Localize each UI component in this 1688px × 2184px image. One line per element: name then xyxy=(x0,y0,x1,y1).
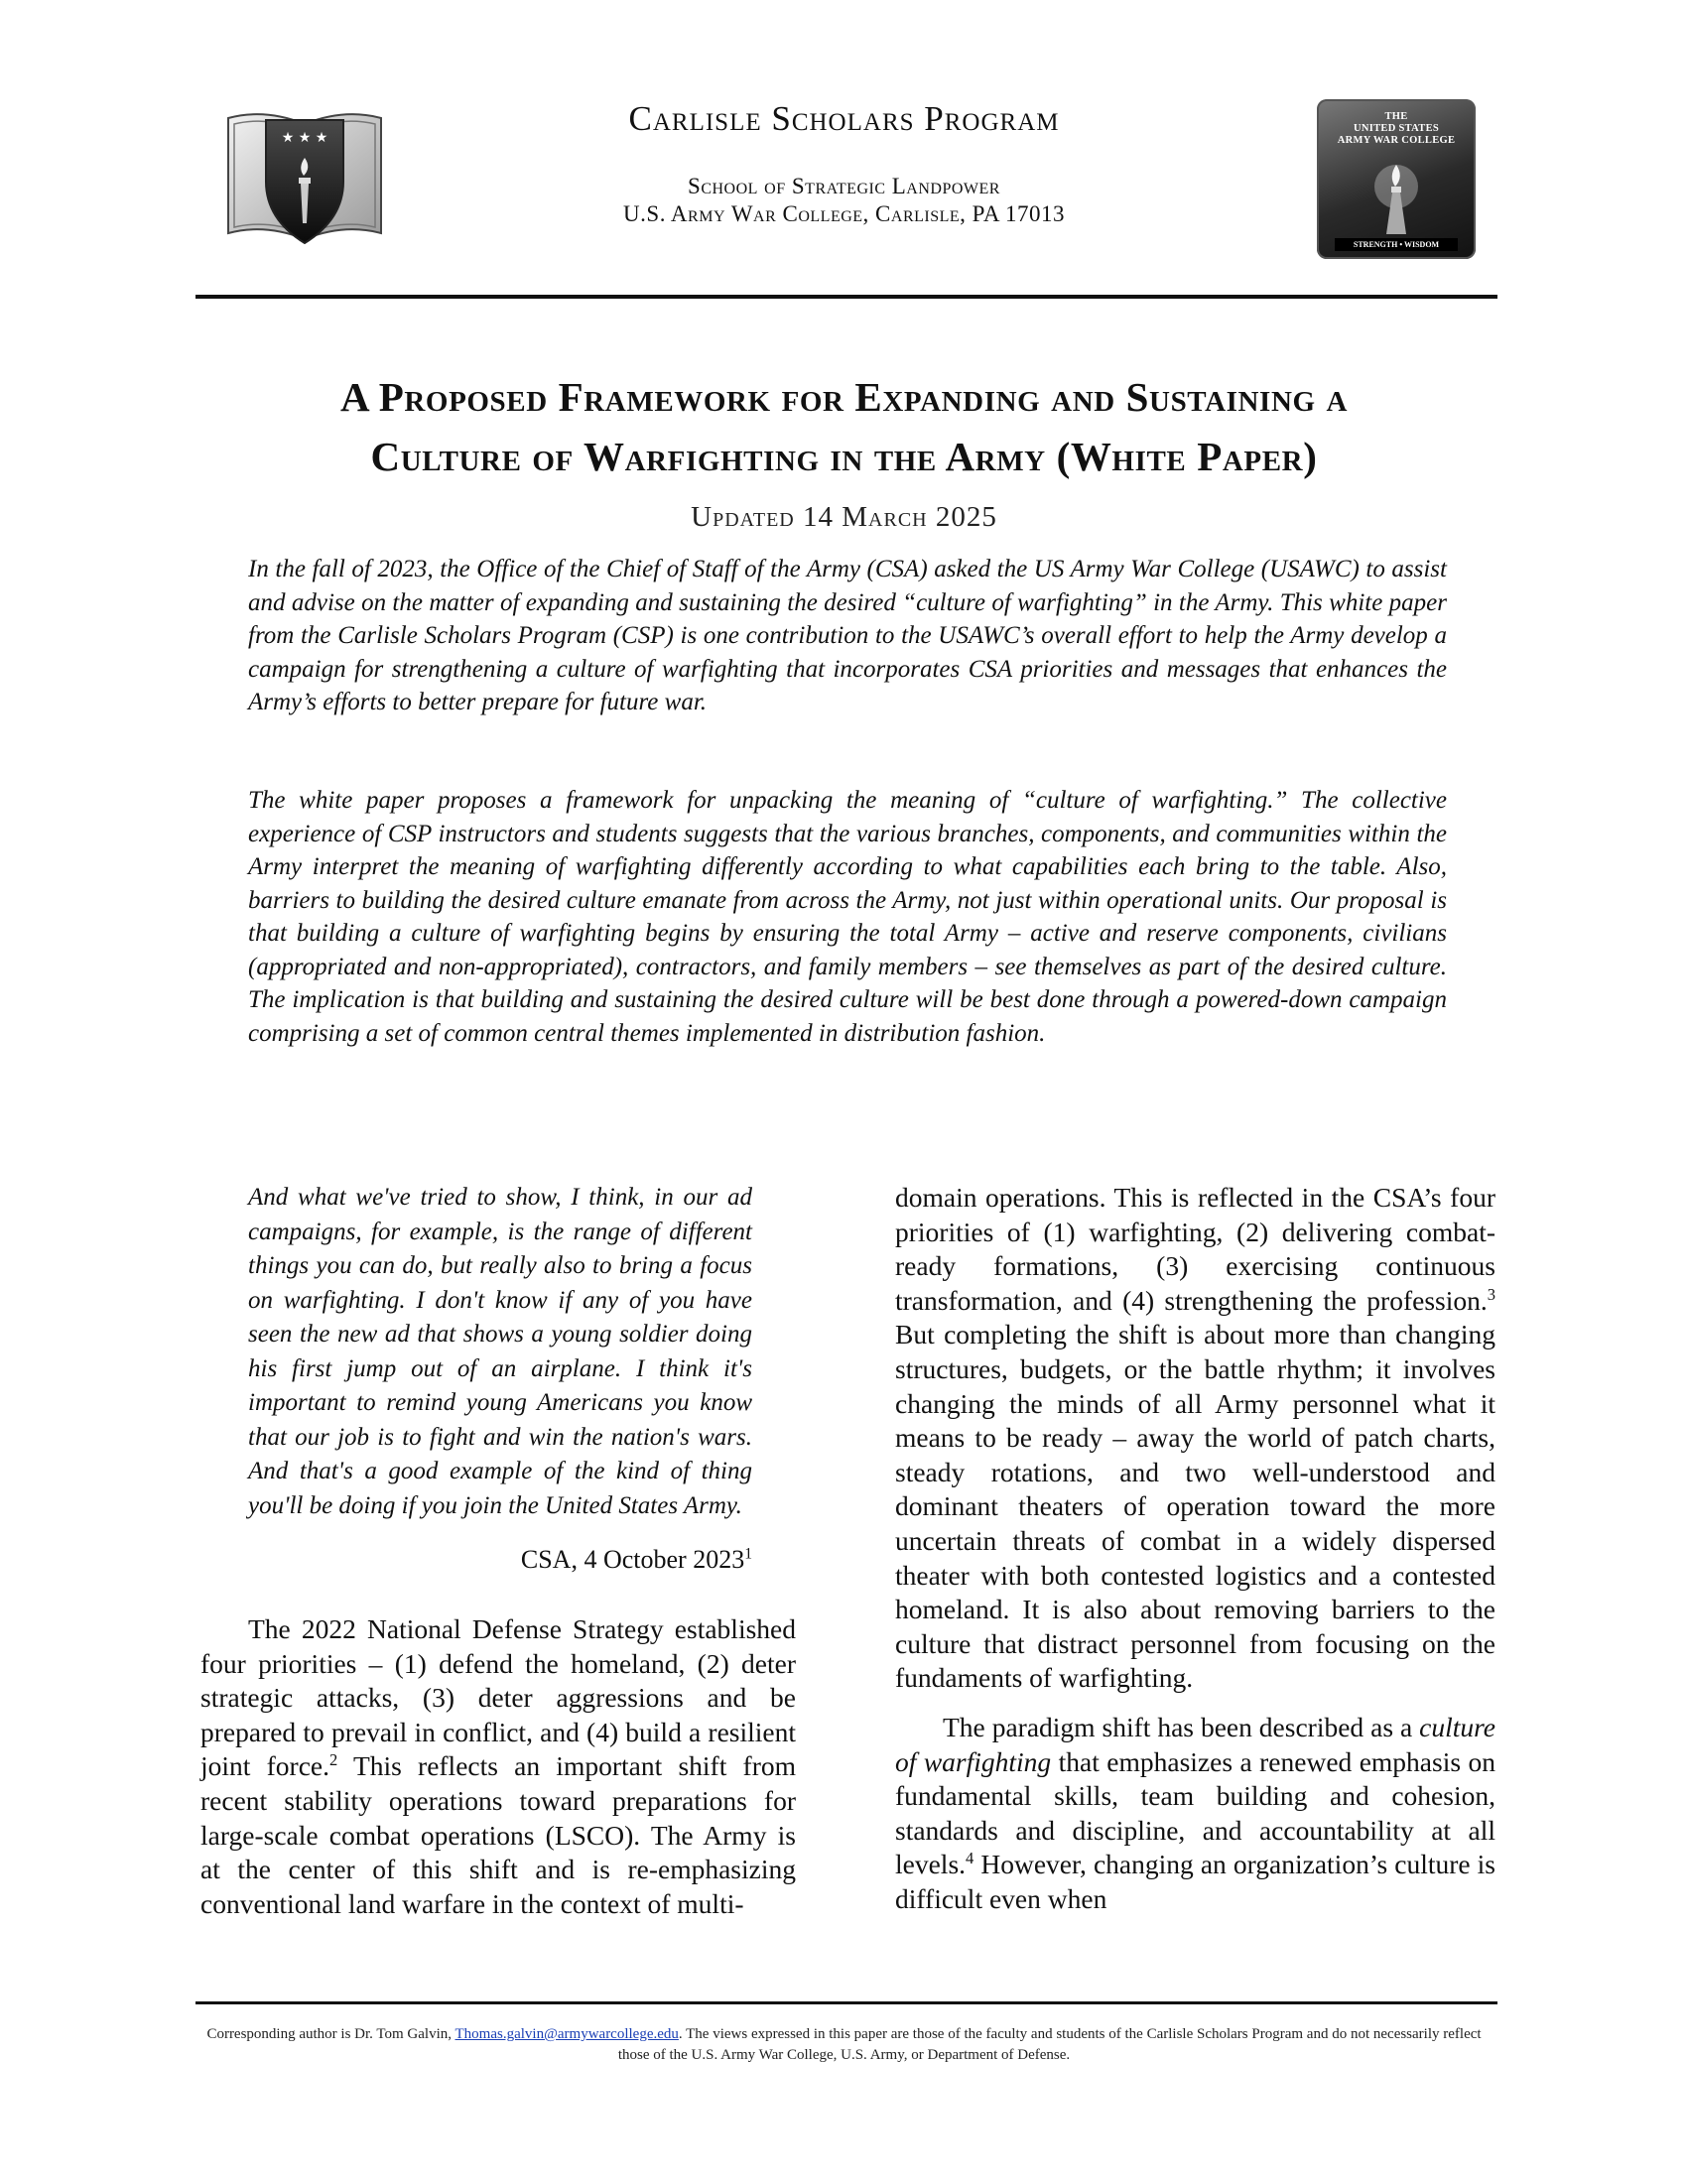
body-paragraph: The paradigm shift has been described as a culture of warfighting that emphasizes a renewed emphasis on fundamental skills, team building and cohesion, standards and discipline, and accountability at all levels.$^4$ However, changing an organization’s culture is difficult even when xyxy=(895,1711,1495,1914)
footnote-ref-4[interactable]: 4 xyxy=(966,1849,974,1868)
updated-date: Updated 14 March 2025 xyxy=(691,501,997,533)
footnote-ref-1[interactable]: 1 xyxy=(744,1545,752,1563)
abstract-paragraph-1: In the fall of 2023, the Office of the Chief of Staff of the Army (CSA) asked the US Army War College (USAWC) to assist and advise on the matter of expanding and sustaining the desired “culture of warfighting” in the Army. This white paper from the Carlisle Scholars Program (CSP) is one contribution to the USAWC’s overall effort to help the Army develop a campaign for strengthening a culture of warfighting that incorporates CSA priorities and messages that enhances the Army’s efforts to better prepare for future war. xyxy=(248,556,1447,715)
quote-attribution: CSA, 4 October 2023$^1$ xyxy=(520,1545,752,1574)
footer-note: Corresponding author is Dr. Tom Galvin, Thomas.galvin@armywarcollege.edu. The views expressed in this paper are those of the faculty and students of the Carlisle Scholars Program and do not necessarily reflect those of the U.S. Army War College, U.S. Army, or Department of Defense. xyxy=(206,2026,1482,2063)
army-war-college-seal: THE UNITED STATES ARMY WAR COLLEGE STRENGTH • WISDOM xyxy=(1317,99,1476,259)
college-address: U.S. Army War College, Carlisle, PA 17013 xyxy=(623,201,1065,226)
abstract-paragraph-2: The white paper proposes a framework for unpacking the meaning of “culture of warfighting.” The collective experience of CSP instructors and students suggests that the various branches, components, and communities within the Army interpret the meaning of warfighting differently according to what capabilities each bring to the table. Also, barriers to building the desired culture emanate from across the Army, not just within operational units. Our proposal is that building a culture of warfighting begins by ensuring the total Army – active and reserve components, civilians (appropriated and non-appropriated), contractors, and family members – see themselves as part of the desired culture. The implication is that building and sustaining the desired culture will be best done through a powered-down campaign comprising a set of common central themes implemented in distribution fashion. xyxy=(248,787,1447,1047)
footer-rule xyxy=(195,2001,1497,2004)
footnote-ref-2[interactable]: 2 xyxy=(328,1750,338,1770)
csa-quote: And what we've tried to show, I think, in our ad campaigns, for example, is the range of different things you can do, but really also to bring a focus on warfighting. I don't know if any of you have seen the new ad that shows a young soldier doing his first jump out of an airplane. I think it's important to remind young Americans you know that our job is to fight and win the nation's wars. And that's a good example of the kind of thing you'll be doing if you join the United States Army. xyxy=(248,1184,752,1519)
paper-title: A Proposed Framework for Expanding and Sustaining a Culture of Warfighting in the Army (White Paper) xyxy=(339,374,1349,479)
header-rule xyxy=(195,295,1497,299)
body-paragraph: domain operations. This is reflected in the CSA’s four priorities of (1) warfighting, (2) delivering combat-ready formations, (3) exercising continuous transformation, and (4) strengthening the profession.$^3$ But completing the shift is about more than changing structures, budgets, or the battle rhythm; it involves changing the minds of all Army personnel what it means to be ready – away the world of patch charts, steady rotations, and two well-understood and dominant theaters of operation toward the more uncertain threats of combat in a widely dispersed theater with both contested logistics and a contested homeland. It is also about removing barriers to the culture that distract personnel from focusing on the fundaments of warfighting. xyxy=(895,1182,1495,1694)
footnote-ref-3[interactable]: 3 xyxy=(1487,1284,1495,1304)
author-email-link[interactable]: Thomas.galvin@armywarcollege.edu xyxy=(454,2026,679,2042)
school-name: School of Strategic Landpower xyxy=(688,174,1000,198)
left-column xyxy=(200,1612,796,1921)
body-paragraph: The 2022 National Defense Strategy established four priorities – (1) defend the homeland, (2) deter strategic attacks, (3) deter aggressions and be prepared to prevail in conflict, and (4) build a resilient joint force.$^2$ This reflects an important shift from recent stability operations toward preparations for large-scale combat operations (LSCO). The Army is at the center of this shift and is re-emphasizing conventional land warfare in the context of multi- xyxy=(200,1613,796,1919)
right-column xyxy=(895,1181,1495,1916)
program-name: Carlisle Scholars Program xyxy=(628,99,1060,138)
svg-text:★ ★ ★: ★ ★ ★ xyxy=(281,130,328,146)
